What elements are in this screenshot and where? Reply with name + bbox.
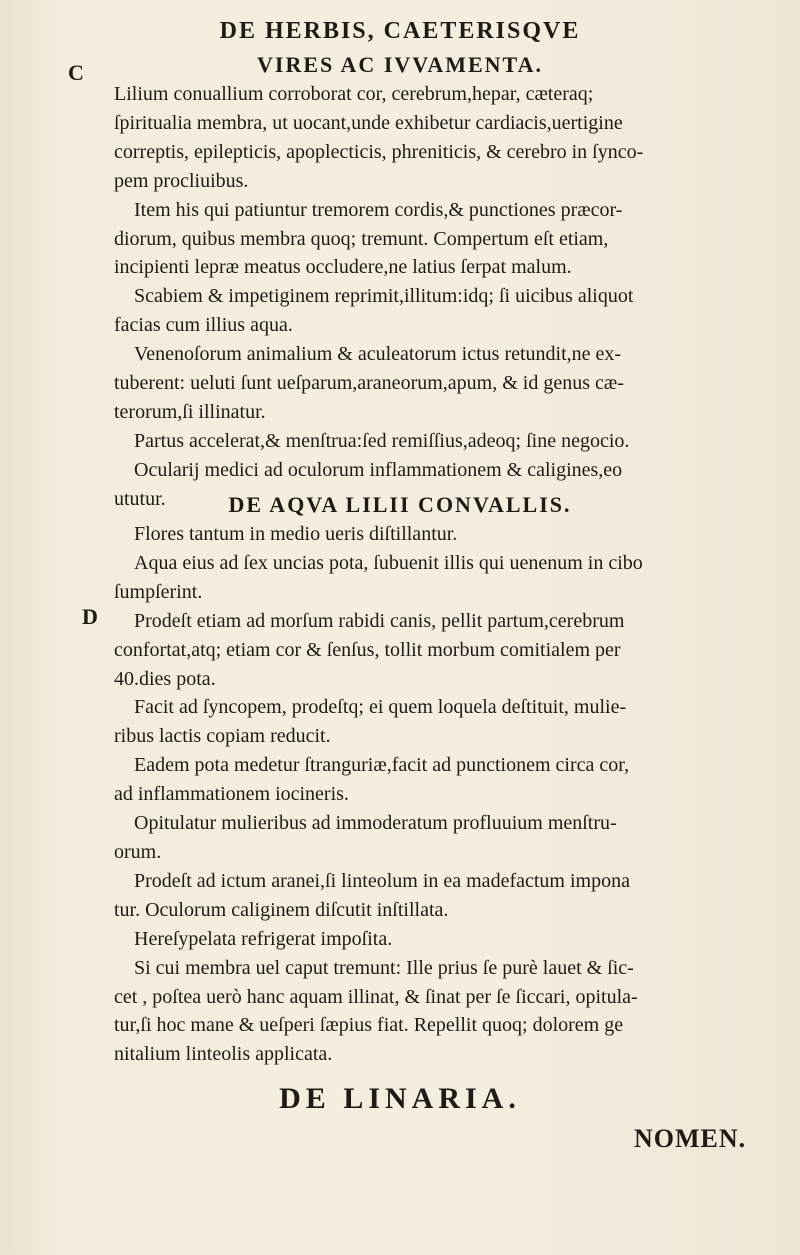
text-line: diorum, quibus membra quoq; tremunt. Compertum eſt etiam, [114,227,609,250]
text-line: 40.dies pota. [114,667,216,690]
section-title-linaria: DE LINARIA. [279,1082,521,1115]
text-line: Aqua eius ad ſex uncias pota, ſubuenit illis qui uenenum in cibo [134,551,643,574]
text-line: ſpiritualia membra, ut uocant,unde exhibetur cardiacis,uertigine [114,111,623,134]
text-line: tuberent: ueluti ſunt ueſparum,araneorum,apum, & id genus cæ- [114,372,624,395]
text-line: ututur. [114,487,166,510]
text-line: tur,ſi hoc mane & ueſperi ſæpius fiat. Repellit quoq; dolorem ge [114,1014,624,1037]
text-line: ribus lactis copiam reducit. [114,725,331,748]
text-block-2 [114,520,744,1069]
text-line: facias cum illius aqua. [114,314,293,337]
section-title-vires: VIRES AC IVVAMENTA. [257,52,543,77]
text-line: Facit ad ſyncopem, prodeſtq; ei quem loquela deſtituit, mulie- [134,696,627,719]
text-block-1 [114,80,744,514]
text-line: Lilium conuallium corroborat cor, cerebrum,hepar, cæteraq; [114,83,594,105]
text-line: pem procliuibus. [114,169,249,192]
text-line: confortat,atq; etiam cor & ſenſus, tollit morbum comitialem per [114,638,621,661]
text-line: Scabiem & impetiginem reprimit,illitum:idq; ſi uicibus aliquot [134,285,634,308]
text-line: ſumpſerint. [114,580,203,603]
text-line: Opitulatur mulieribus ad immoderatum profluuium menſtru- [134,812,617,835]
text-line: nitalium linteolis applicata. [114,1043,333,1066]
text-line: Si cui membra uel caput tremunt: Ille prius ſe purè lauet & ſic- [134,956,634,979]
text-line: incipienti lepræ meatus occludere,ne latius ſerpat malum. [114,256,572,279]
text-line: Eadem pota medetur ſtranguriæ,facit ad punctionem circa cor, [134,754,630,777]
text-line: ad inflammationem iocineris. [114,783,349,806]
text-line: Hereſypelata refrigerat impoſita. [134,927,393,950]
text-line: correptis, epilepticis, apoplecticis, phreniticis, & cerebro in ſynco- [114,140,644,163]
text-line: orum. [114,840,162,863]
text-line: tur. Oculorum caliginem diſcutit inſtillata. [114,898,449,921]
text-line: Flores tantum in medio ueris diſtillantur. [134,523,458,545]
text-line: Prodeſt etiam ad morſum rabidi canis, pellit partum,cerebrum [134,609,625,632]
text-line: Prodeſt ad ictum aranei,ſi linteolum in ea madefactum impona [134,869,630,892]
text-line: cet , poſtea uerò hanc aquam illinat, & ſinat per ſe ſiccari, opitula- [114,985,638,1008]
text-line: Ocularij medici ad oculorum inflammationem & caligines,eo [134,458,623,481]
margin-letter-d: D [82,604,98,629]
section-title-aqua: DE AQVA LILII CONVALLIS. [228,492,572,517]
text-line: terorum,ſi illinatur. [114,400,266,423]
text-line: Partus accelerat,& menſtrua:ſed remiſſius,adeoq; ſine negocio. [134,429,630,452]
running-title: DE HERBIS, CAETERISQVE [219,18,581,44]
text-line: Item his qui patiuntur tremorem cordis,& punctiones præcor- [134,198,623,221]
text-line: Venenoſorum animalium & aculeatorum ictus retundit,ne ex- [134,343,622,366]
catchword: NOMEN. [634,1124,747,1153]
margin-letter-c: C [68,60,84,85]
